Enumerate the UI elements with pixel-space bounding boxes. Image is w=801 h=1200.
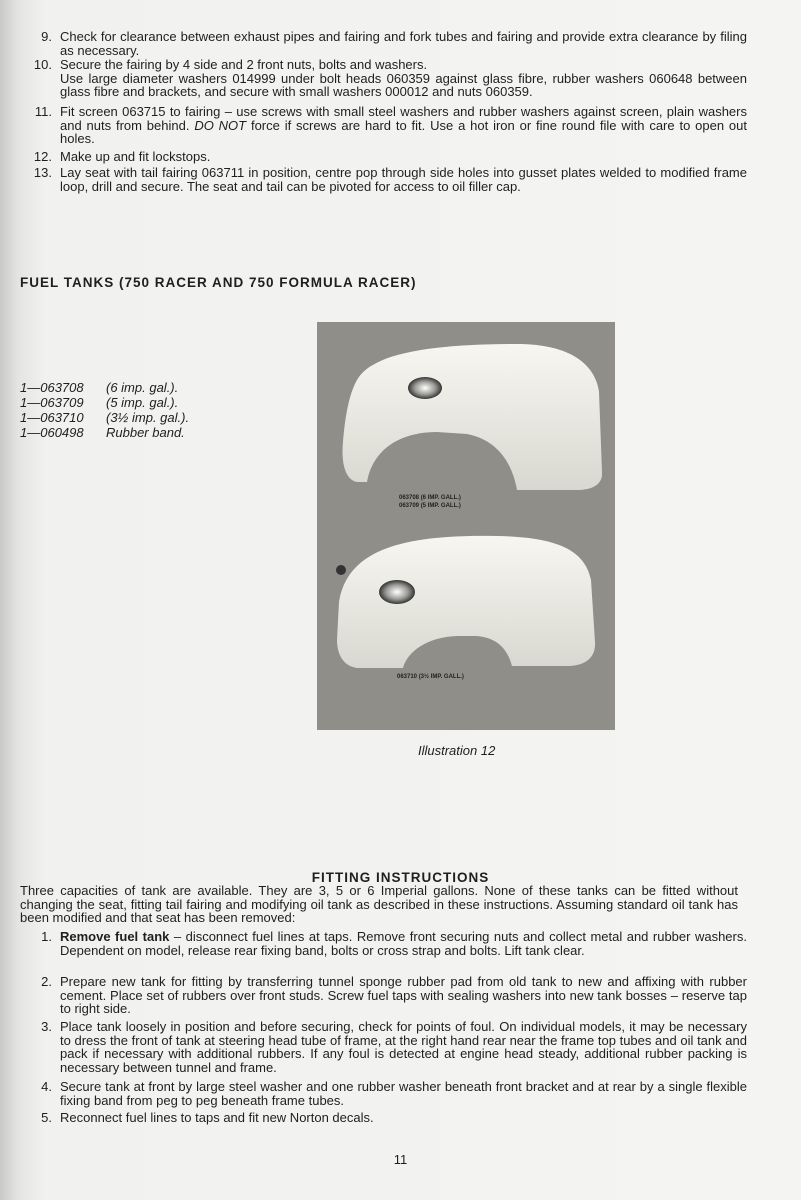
fitting-instructions-heading: FITTING INSTRUCTIONS [311, 870, 490, 885]
manual-page: 9. Check for clearance between exhaust pipes and fairing and fork tubes and fairing and provide extra clearance by filing as necessary. 10. Secure the fairing by 4 side and 2 front nuts, bolts and washers. Use large diameter washers 014999 under bolt heads 060359 against glass fibre, rubber washers 060648 between glass fibre and brackets, and secure with small washers 000012 and nuts 060359. 11. Fit screen 063715 to fairing – use screws with small steel washers and rubber washers against screen, plain washers and nuts from behind. DO NOT force if screws are hard to fit. Use a hot iron or fine round file with care to open out holes. 12. Make up and fit lockstops. 13. Lay seat with tail fairing 063711 in position, centre pop through side holes into gusset plates welded to modified frame loop, drill and secure. The seat and tail can be pivoted for access to oil filler cap. FUEL TANKS (750 RACER AND 750 FORMULA RACER) 1—063708 (6 imp. gal.). 1—063709 (5 imp. gal.). 1—063710 (3½ imp. gal.). 1—060498 Rubber band. 063708 (6 IMP. GALL.) 063709 (5 IMP. GALL.) 063710 (3½ IMP. GALL.) Illustration 12 FITTING INSTRUCTIONS Three capacities of tank are available. They are 3, 5 or 6 Imperial gallons. None of these tanks can be fitted without changing the seat, fitting tail fairing and modifying oil tank as described in these instructions. Assuming standard oil tank has been modified and that seat has been removed: 1. Remove fuel tank – disconnect fuel lines at taps. Remove front securing nuts and collect metal and rubber washers. Dependent on model, release rear fixing band, bolts or cross strap and bolts. Lift tank clear. 2. Prepare new tank for fitting by transferring tunnel sponge rubber pad from old tank to new and affixing with rubber cement. Place set of rubbers over front studs. Screw fuel taps with sealing washers into new tank bosses – reserve tap to right side. 3. Place tank loosely in position and before securing, check for points of foul. On individual models, it may be necessary to dress the front of tank at steering head tube of frame, at the right hand rear near the frame top tubes and oil tank and pack if necessary with additional rubbers. If any foul is detected at engine head steady, additional rubber packing is necessary between tunnel and frame. 4. Secure tank at front by large steel washer and one rubber washer beneath front bracket and at rear by a single flexible fixing band from peg to peg beneath frame tubes. 5. Reconnect fuel lines to taps and fit new Norton decals. 11 [0, 0, 801, 1200]
page-number: 11 [393, 1152, 408, 1167]
step-10-line2: Use large diameter washers 014999 under bolt heads 060359 against glass fibre, rubber washers 060648 between glass fibre and brackets, and secure with small washers 000012 and nuts 060359. [60, 70, 747, 99]
tank-top-body [343, 344, 603, 490]
do-not-emphasis: DO NOT [194, 117, 247, 133]
photo-label-6gal: 063708 (6 IMP. GALL.) [399, 495, 461, 501]
parts-row: 1—063709 (5 imp. gal.). [20, 395, 179, 410]
section-heading: FUEL TANKS (750 RACER AND 750 FORMULA RACER) [20, 275, 417, 290]
parts-row: 1—063708 (6 imp. gal.). [20, 380, 179, 395]
illustration-caption: Illustration 12 [418, 743, 496, 758]
photo-label-5gal: 063709 (5 IMP. GALL.) [399, 503, 461, 509]
step-10-line1: Secure the fairing by 4 side and 2 front nuts, bolts and washers. [60, 57, 428, 72]
tank-bottom-filler-cap [379, 580, 415, 604]
tank-bottom-tap-hole [336, 565, 346, 575]
parts-list [20, 380, 189, 440]
tank-top-filler-cap [408, 377, 442, 399]
parts-row: 1—063710 (3½ imp. gal.). [20, 410, 190, 425]
fuel-tanks-illustration [317, 322, 615, 730]
remove-fuel-tank-label: Remove fuel tank [60, 929, 170, 944]
parts-row: 1—060498 Rubber band. [20, 425, 185, 440]
fitting-intro: Three capacities of tank are available. They are 3, 5 or 6 Imperial gallons. None of these tanks can be fitted without changing the seat, fitting tail fairing and modifying oil tank as described in these instructions. Assuming standard oil tank has been modified and that seat has been removed: [20, 883, 738, 925]
tank-bottom-body [337, 536, 595, 668]
fuel-tanks-photo [317, 322, 615, 730]
photo-label-3half-gal: 063710 (3½ IMP. GALL.) [397, 674, 464, 680]
